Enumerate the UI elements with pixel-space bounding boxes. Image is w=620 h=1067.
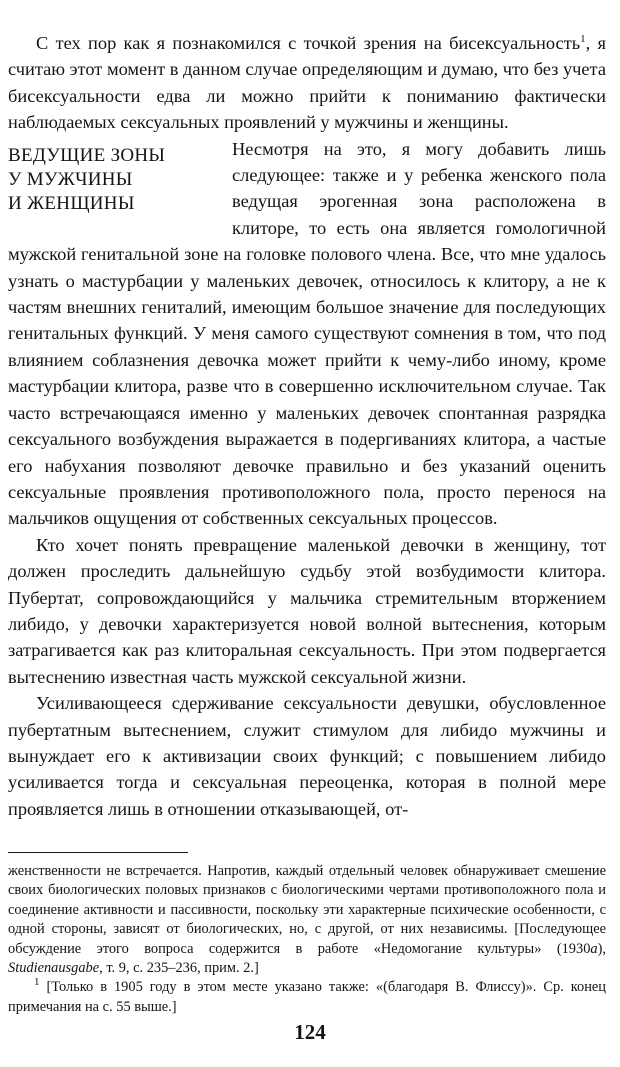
page-number: 124 — [294, 1020, 326, 1044]
footnote-continuation-text: женственности не встречается. Напротив, каждый отдельный человек обнаруживает смешение своих биологических половых признаков с биологическими чертами противоположного пола и соединение активности и пассивности, поскольку эти характерные психические особенности, с одной стороны, зависят от биологических, но, с другой, от них независимы. [Последующее обсуждение этого вопроса содержится в работе «Недомогание культуры» (1930 — [8, 863, 606, 957]
section-heading-line-2: У МУЖЧИНЫ — [8, 168, 133, 190]
paragraph-4: Усиливающееся сдерживание сексуальности девушки, обусловленное пубертатным вытеснением, служит стимулом для либидо мужчины и вынуждает его к активизации своих функций; с повышением либидо усиливается тогда и сексуальная переоценка, которая в полной мере проявляется лишь в отношении отказывающей, от- — [8, 693, 606, 819]
footnotes — [8, 862, 606, 1017]
footnote-1 — [8, 978, 606, 1017]
paragraph-1 — [8, 30, 606, 136]
section-heading-line-3: И ЖЕНЩИНЫ — [8, 192, 135, 214]
paragraph-3: Кто хочет понять превращение маленькой девочки в женщину, тот должен проследить дальнейшую судьбу этой возбудимости клитора. Пубертат, сопровождающийся у мальчика стремительным вторжением либидо, у девочки характеризуется новой волной вытеснения, которым затрагивается как раз клиторальная сексуальность. При этом подвергается вытеснению известная часть мужской сексуальной жизни. — [8, 534, 606, 687]
section-heading — [8, 144, 218, 216]
footnote-continuation — [8, 862, 606, 978]
footnote-divider — [8, 852, 188, 853]
footnote-continuation-mid: ), — [597, 940, 606, 957]
section-heading-line-1: ВЕДУЩИЕ ЗОНЫ — [8, 144, 166, 166]
footnote-1-marker: 1 — [34, 976, 40, 989]
footnote-continuation-end: , т. 9, с. 235–236, прим. 2.] — [99, 960, 259, 977]
footnote-source-title: Studienausgabe — [8, 960, 100, 977]
footnote-1-text: [Только в 1905 году в этом месте указано также: «(благодаря В. Флиссу)». Ср. конец примечания на с. 55 выше.] — [8, 979, 606, 1015]
paragraph-2: Несмотря на это, я могу добавить лишь следующее: также и у ребенка женского пола ведущая эрогенная зона расположена в клиторе, то есть она является гомологичной мужской генитальной зоне на головке полового члена. Все, что мне удалось узнать о мастурбации у маленьких девочек, относилось к клитору, а не к частям внешних гениталий, имеющим большое значение для последующих генитальных функций. У меня самого существуют сомнения в том, что под влиянием соблазнения девочка может прийти к чему-либо иному, кроме мастурбации клитора, разве что в совершенно исключительном случае. Так часто встречающаяся именно у маленьких девочек спонтанная разрядка сексуального возбуждения выражается в подергиваниях клитора, а частые его набухания позволяют девочке правильно и без указаний оценить сексуальные проявления противоположного пола, просто перенося на мальчиков ощущения от собственных сексуальных процессов. — [8, 138, 606, 529]
main-text — [8, 30, 606, 822]
paragraph-1-text-b: , я считаю этот момент в данном случае определяющим и думаю, что без учета бисексуальности едва ли можно прийти к пониманию фактически наблюдаемых сексуальных проявлений у мужчины и женщины. — [8, 33, 607, 133]
paragraph-1-text-a: С тех пор как я познакомился с точкой зрения на бисексуальность — [36, 33, 581, 53]
footnote-year-suffix: a — [590, 940, 598, 957]
footnote-marker-1: 1 — [580, 32, 586, 45]
